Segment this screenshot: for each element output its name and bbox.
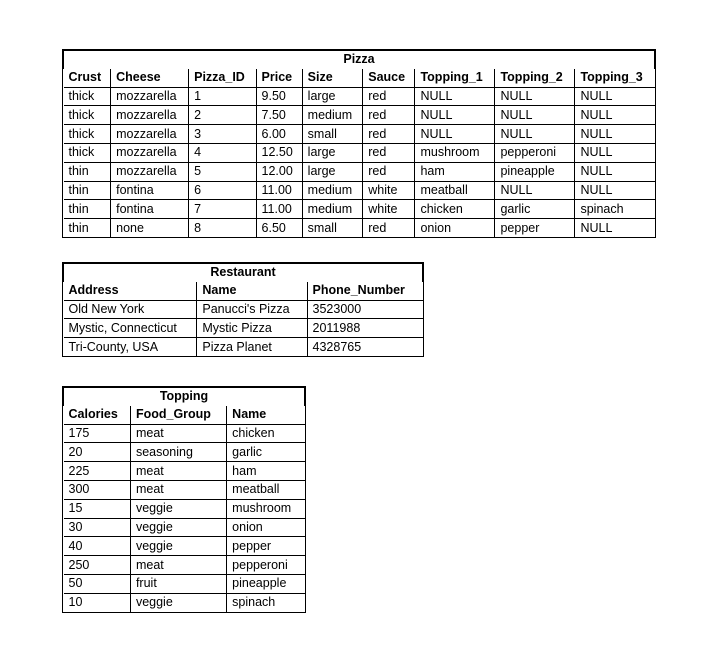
table-cell: mozzarella (111, 87, 189, 106)
table-row (64, 162, 655, 181)
table-row (64, 219, 655, 237)
table-cell: chicken (415, 200, 495, 219)
table-cell: 11.00 (256, 200, 302, 219)
pizza-column-header: Cheese (111, 69, 189, 87)
table-cell: 3523000 (307, 300, 422, 319)
restaurant-body (64, 300, 423, 356)
table-cell: none (111, 219, 189, 237)
table-cell: ham (415, 162, 495, 181)
table-row (64, 556, 305, 575)
table-cell: Panucci's Pizza (197, 300, 307, 319)
table-cell: 12.00 (256, 162, 302, 181)
table-cell: 250 (64, 556, 131, 575)
table-cell: NULL (575, 125, 655, 144)
table-cell: meat (130, 480, 226, 499)
table-cell: 6.50 (256, 219, 302, 237)
pizza-column-header: Sauce (363, 69, 415, 87)
table-cell: 6 (189, 181, 256, 200)
table-cell: red (363, 106, 415, 125)
table-cell: 11.00 (256, 181, 302, 200)
table-cell: pineapple (227, 574, 305, 593)
table-cell: 8 (189, 219, 256, 237)
table-cell: white (363, 200, 415, 219)
restaurant-header-row (64, 282, 423, 300)
table-cell: veggie (130, 518, 226, 537)
table-cell: small (302, 125, 363, 144)
table-row (64, 319, 423, 338)
table-cell: fontina (111, 200, 189, 219)
pizza-table-title: Pizza (64, 51, 655, 69)
table-cell: medium (302, 200, 363, 219)
topping-table-title: Topping (64, 388, 305, 406)
table-cell: thin (64, 200, 111, 219)
topping-body (64, 424, 305, 611)
table-cell: 6.00 (256, 125, 302, 144)
table-row (64, 462, 305, 481)
table-row (64, 537, 305, 556)
table-cell: onion (415, 219, 495, 237)
table-cell: mushroom (227, 499, 305, 518)
table-cell: thick (64, 143, 111, 162)
table-row (64, 125, 655, 144)
table-cell: thin (64, 162, 111, 181)
table-cell: red (363, 219, 415, 237)
table-cell: medium (302, 106, 363, 125)
table-cell: NULL (575, 162, 655, 181)
table-cell: garlic (227, 443, 305, 462)
table-cell: 1 (189, 87, 256, 106)
table-cell: medium (302, 181, 363, 200)
table-cell: red (363, 143, 415, 162)
table-cell: thick (64, 106, 111, 125)
table-cell: small (302, 219, 363, 237)
table-cell: NULL (415, 106, 495, 125)
table-cell: 300 (64, 480, 131, 499)
table-cell: NULL (415, 125, 495, 144)
table-cell: 2011988 (307, 319, 422, 338)
pizza-column-header: Topping_1 (415, 69, 495, 87)
table-row (64, 424, 305, 443)
table-cell: 10 (68, 595, 83, 610)
table-cell: large (302, 162, 363, 181)
table-row (64, 499, 305, 518)
table-cell: white (363, 181, 415, 200)
table-row (64, 300, 423, 319)
table-cell: Pizza Planet (197, 338, 307, 356)
table-cell: pepper (495, 219, 575, 237)
topping-column-header: Food_Group (130, 406, 226, 424)
table-cell: NULL (575, 106, 655, 125)
table-cell: fruit (130, 574, 226, 593)
restaurant-table-title: Restaurant (64, 264, 423, 282)
pizza-column-header: Crust (64, 69, 111, 87)
table-cell: spinach (227, 593, 305, 611)
table-cell: onion (227, 518, 305, 537)
table-cell: meat (130, 462, 226, 481)
table-row (64, 338, 423, 356)
topping-column-header: Calories (64, 406, 131, 424)
table-cell: thin (68, 220, 89, 235)
table-cell: pepper (227, 537, 305, 556)
table-cell: 7.50 (256, 106, 302, 125)
topping-header-row (64, 406, 305, 424)
pizza-column-header: Topping_2 (495, 69, 575, 87)
table-cell: veggie (130, 499, 226, 518)
table-cell: red (363, 87, 415, 106)
table-cell: thin (64, 181, 111, 200)
restaurant-table (63, 263, 423, 356)
table-cell: pineapple (495, 162, 575, 181)
table-row (64, 143, 655, 162)
table-cell: Tri-County, USA (68, 339, 159, 354)
table-cell: NULL (575, 181, 655, 200)
restaurant-column-header: Name (197, 282, 307, 300)
topping-column-header: Name (227, 406, 305, 424)
table-row (64, 574, 305, 593)
table-row (64, 443, 305, 462)
pizza-table (63, 50, 655, 237)
pizza-body (64, 87, 655, 237)
table-cell: veggie (130, 593, 226, 611)
table-cell: mozzarella (111, 106, 189, 125)
table-cell: red (363, 125, 415, 144)
table-cell: NULL (495, 106, 575, 125)
table-cell: NULL (575, 143, 655, 162)
table-cell: NULL (575, 87, 655, 106)
table-cell: 40 (64, 537, 131, 556)
table-cell: 5 (189, 162, 256, 181)
topping-table (63, 387, 305, 612)
pizza-column-header: Size (302, 69, 363, 87)
restaurant-column-header: Address (64, 282, 197, 300)
table-cell: NULL (495, 125, 575, 144)
table-cell: NULL (575, 219, 655, 237)
pizza-column-header: Price (256, 69, 302, 87)
table-cell: seasoning (130, 443, 226, 462)
table-row (64, 480, 305, 499)
table-cell: 175 (64, 424, 131, 443)
table-cell: NULL (495, 181, 575, 200)
table-cell: Mystic, Connecticut (64, 319, 197, 338)
table-cell: meat (130, 424, 226, 443)
table-cell: thick (64, 87, 111, 106)
table-cell: 15 (64, 499, 131, 518)
table-cell: 7 (189, 200, 256, 219)
table-row (64, 181, 655, 200)
table-row (64, 106, 655, 125)
table-cell: garlic (495, 200, 575, 219)
table-cell: 4328765 (307, 338, 422, 356)
table-cell: NULL (415, 87, 495, 106)
table-cell: meatball (227, 480, 305, 499)
restaurant-column-header: Phone_Number (307, 282, 422, 300)
table-cell: meatball (415, 181, 495, 200)
table-cell: 20 (64, 443, 131, 462)
table-cell: Old New York (64, 300, 197, 319)
table-cell: red (363, 162, 415, 181)
table-cell: pepperoni (227, 556, 305, 575)
table-cell: Mystic Pizza (197, 319, 307, 338)
table-cell: meat (130, 556, 226, 575)
table-row (64, 200, 655, 219)
table-cell: 12.50 (256, 143, 302, 162)
table-cell: chicken (227, 424, 305, 443)
table-cell: fontina (111, 181, 189, 200)
table-cell: NULL (495, 87, 575, 106)
table-cell: large (302, 87, 363, 106)
table-cell: large (302, 143, 363, 162)
table-cell: veggie (130, 537, 226, 556)
table-cell: mozzarella (111, 125, 189, 144)
pizza-column-header: Topping_3 (575, 69, 655, 87)
table-cell: 3 (189, 125, 256, 144)
table-cell: mozzarella (111, 162, 189, 181)
table-cell: mushroom (415, 143, 495, 162)
table-row (64, 518, 305, 537)
table-cell: 225 (64, 462, 131, 481)
table-cell: 2 (189, 106, 256, 125)
table-cell: ham (227, 462, 305, 481)
table-cell: 4 (189, 143, 256, 162)
table-row (64, 593, 305, 611)
table-cell: 30 (64, 518, 131, 537)
table-cell: 9.50 (256, 87, 302, 106)
table-cell: pepperoni (495, 143, 575, 162)
table-cell: spinach (575, 200, 655, 219)
pizza-header-row (64, 69, 655, 87)
pizza-column-header: Pizza_ID (189, 69, 256, 87)
table-cell: thick (64, 125, 111, 144)
table-cell: 50 (64, 574, 131, 593)
table-row (64, 87, 655, 106)
table-cell: mozzarella (111, 143, 189, 162)
